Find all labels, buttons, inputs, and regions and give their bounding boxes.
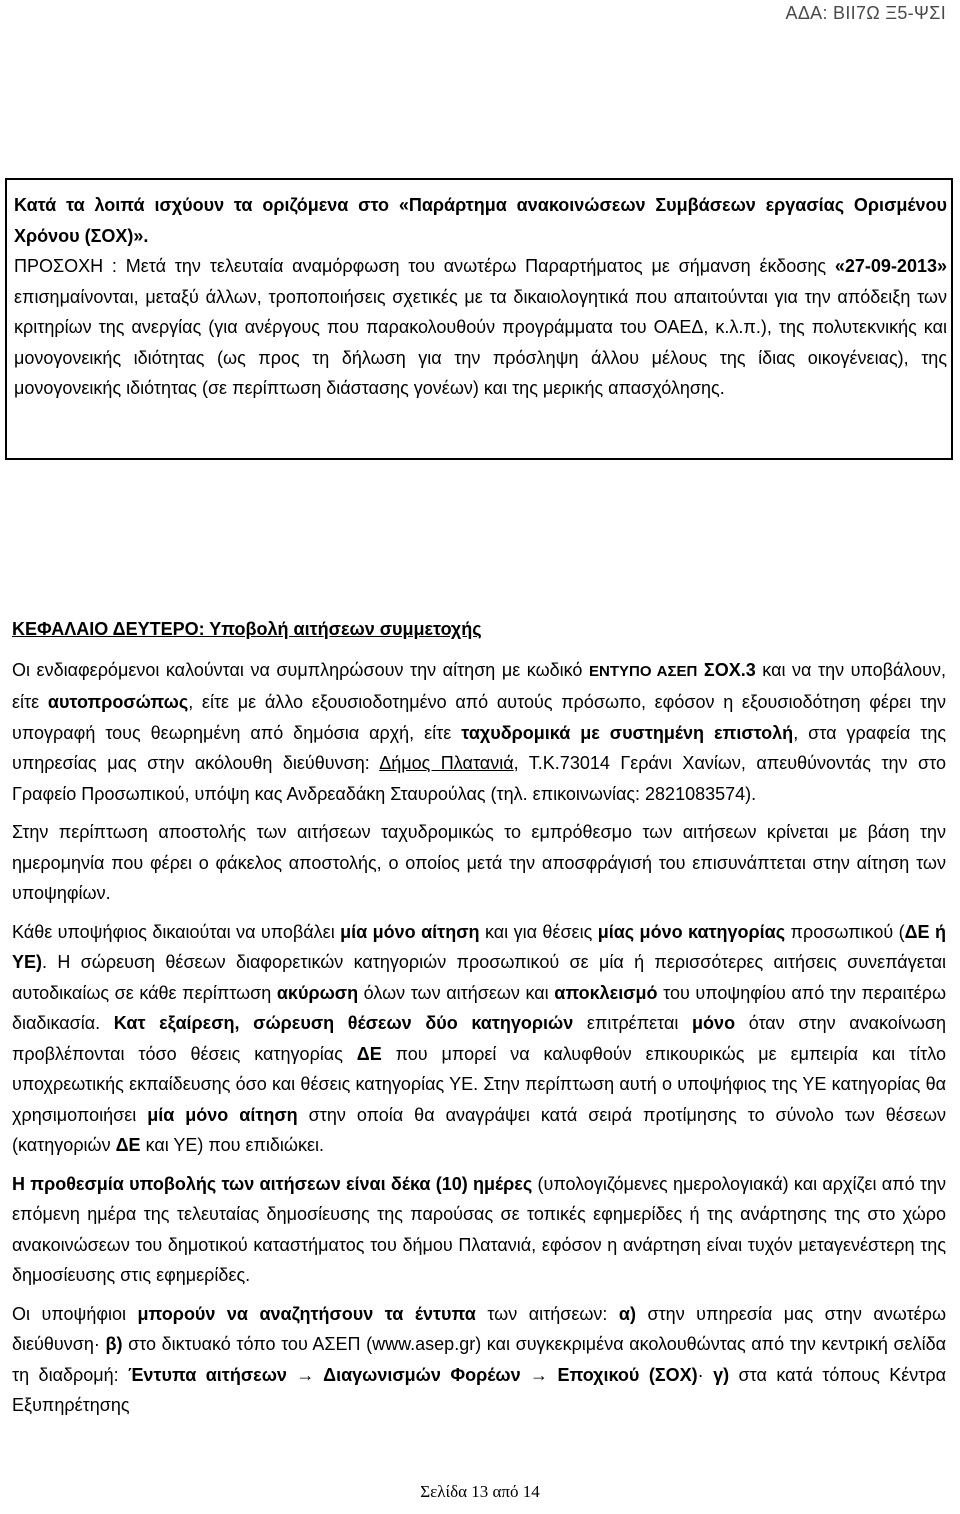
paragraph-deadline: Η προθεσμία υποβολής των αιτήσεων είναι δέκα (10) ημέρες (υπολογιζόμενες ημερολογιακά) και αρχίζει από την επόμενη ημέρα της τελευταίας δημοσίευσης της παρούσας σε τοπικές εφημερίδες ή της ανάρτησης της στο χώρο ανακοινώσεων του δημοτικού καταστήματος του δήμου Πλατανιά, εφόσον η ανάρτηση είναι τυχόν μεταγενέστερη της δημοσίευσης στις εφημερίδες.	[12, 1173, 946, 1285]
chapter-two	[12, 614, 946, 1429]
paragraph-forms: Οι υποψήφιοι μπορούν να αναζητήσουν τα έντυπα των αιτήσεων: α) στην υπηρεσία μας στην ανωτέρω διεύθυνση· β) στο δικτυακό τόπο του ΑΣΕΠ (www.asep.gr) και συγκεκριμένα ακολουθώντας από την κεντρική σελίδα τη διαδρομή: Έντυπα αιτήσεων → Διαγωνισμών Φορέων → Εποχικού (ΣΟΧ)· γ) στα κατά τόπους Κέντρα Εξυπηρέτησης	[12, 1303, 946, 1415]
notice-box	[5, 178, 953, 460]
ada-code: ΑΔΑ: ΒΙΙ7Ω Ξ5-ΨΣΙ	[785, 3, 946, 23]
notice-attention: ΠΡΟΣΟΧΗ : Μετά την τελευταία αναμόρφωση του ανωτέρω Παραρτήματος με σήμανση έκδοσης «27-09-2013» επισημαίνονται, μεταξύ άλλων, τροποποιήσεις σχετικές με τα δικαιολογητικά που απαιτούνται για την απόδειξη των κριτηρίων της ανεργίας (για ανέργους που παρακολουθούν προγράμματα του ΟΑΕΔ, κ.λ.π.), της πολυτεκνικής και μονογονεικής ιδιότητας (ως προς τη δήλωση για την πρόσληψη άλλου μέλους της ίδιας οικογένειας), της μονογονεικής ιδιότητας (σε περίπτωση διάστασης γονέων) και της μερικής απασχόλησης.	[14, 256, 947, 398]
arrow-icon: →	[286, 1364, 324, 1385]
paragraph-submission: Οι ενδιαφερόμενοι καλούνται να συμπληρώσουν την αίτηση με κωδικό ΕΝΤΥΠΟ ΑΣΕΠ ΣΟΧ.3 και να την υποβάλουν, είτε αυτοπροσώπως, είτε με άλλο εξουσιοδοτημένο από αυτούς πρόσωπο, εφόσον η εξουσιοδότηση φέρει την υπογραφή τους θεωρημένη από δημόσια αρχή, είτε ταχυδρομικά με συστημένη επιστολή, στα γραφεία της υπηρεσίας μας στην ακόλουθη διεύθυνση: Δήμος Πλατανιά, Τ.Κ.73014 Γεράνι Χανίων, απευθύνοντάς την στο Γραφείο Προσωπικού, υπόψη κας Ανδρεαδάκη Σταυρούλας (τηλ. επικοινωνίας: 2821083574).	[12, 659, 947, 804]
chapter-heading: ΚΕΦΑΛΑΙΟ ΔΕΥΤΕΡΟ: Υποβολή αιτήσεων συμμετοχής	[12, 619, 482, 639]
paragraph-one-application: Κάθε υποψήφιος δικαιούται να υποβάλει μία μόνο αίτηση και για θέσεις μίας μόνο κατηγορίας προσωπικού (ΔΕ ή ΥΕ). Η σώρευση θέσεων διαφορετικών κατηγοριών προσωπικού σε μία ή περισσότερες αιτήσεις συνεπάγεται αυτοδικαίως σε κάθε περίπτωση ακύρωση όλων των αιτήσεων και αποκλεισμό του υποψηφίου από την περαιτέρω διαδικασία. Κατ εξαίρεση, σώρευση θέσεων δύο κατηγοριών επιτρέπεται μόνο όταν στην ανακοίνωση προβλέπονται τόσο θέσεις κατηγορίας ΔΕ που μπορεί να καλυφθούν επικουρικώς με εμπειρία και τίτλο υποχρεωτικής εκπαίδευσης όσο και θέσεις κατηγορίας ΥΕ. Στην περίπτωση αυτή ο υποψήφιος της ΥΕ κατηγορίας θα χρησιμοποιήσει μία μόνο αίτηση στην οποία θα αναγράψει κατά σειρά προτίμησης το σύνολο των θέσεων (κατηγοριών ΔΕ και ΥΕ) που επιδιώκει.	[12, 921, 947, 1155]
arrow-icon: →	[520, 1364, 558, 1385]
page-number: Σελίδα 13 από 14	[420, 1482, 540, 1501]
paragraph-postal: Στην περίπτωση αποστολής των αιτήσεων ταχυδρομικώς το εμπρόθεσμο των αιτήσεων κρίνεται με βάση την ημερομηνία που φέρει ο φάκελος αποστολής, ο οποίος μετά την αποσφράγισή του επισυνάπτεται στην αίτηση των υποψηφίων.	[12, 822, 946, 903]
notice-intro: Κατά τα λοιπά ισχύουν τα οριζόμενα στο «Παράρτημα ανακοινώσεων Συμβάσεων εργασίας Ορισμένου Χρόνου (ΣΟΧ)».	[14, 195, 947, 246]
